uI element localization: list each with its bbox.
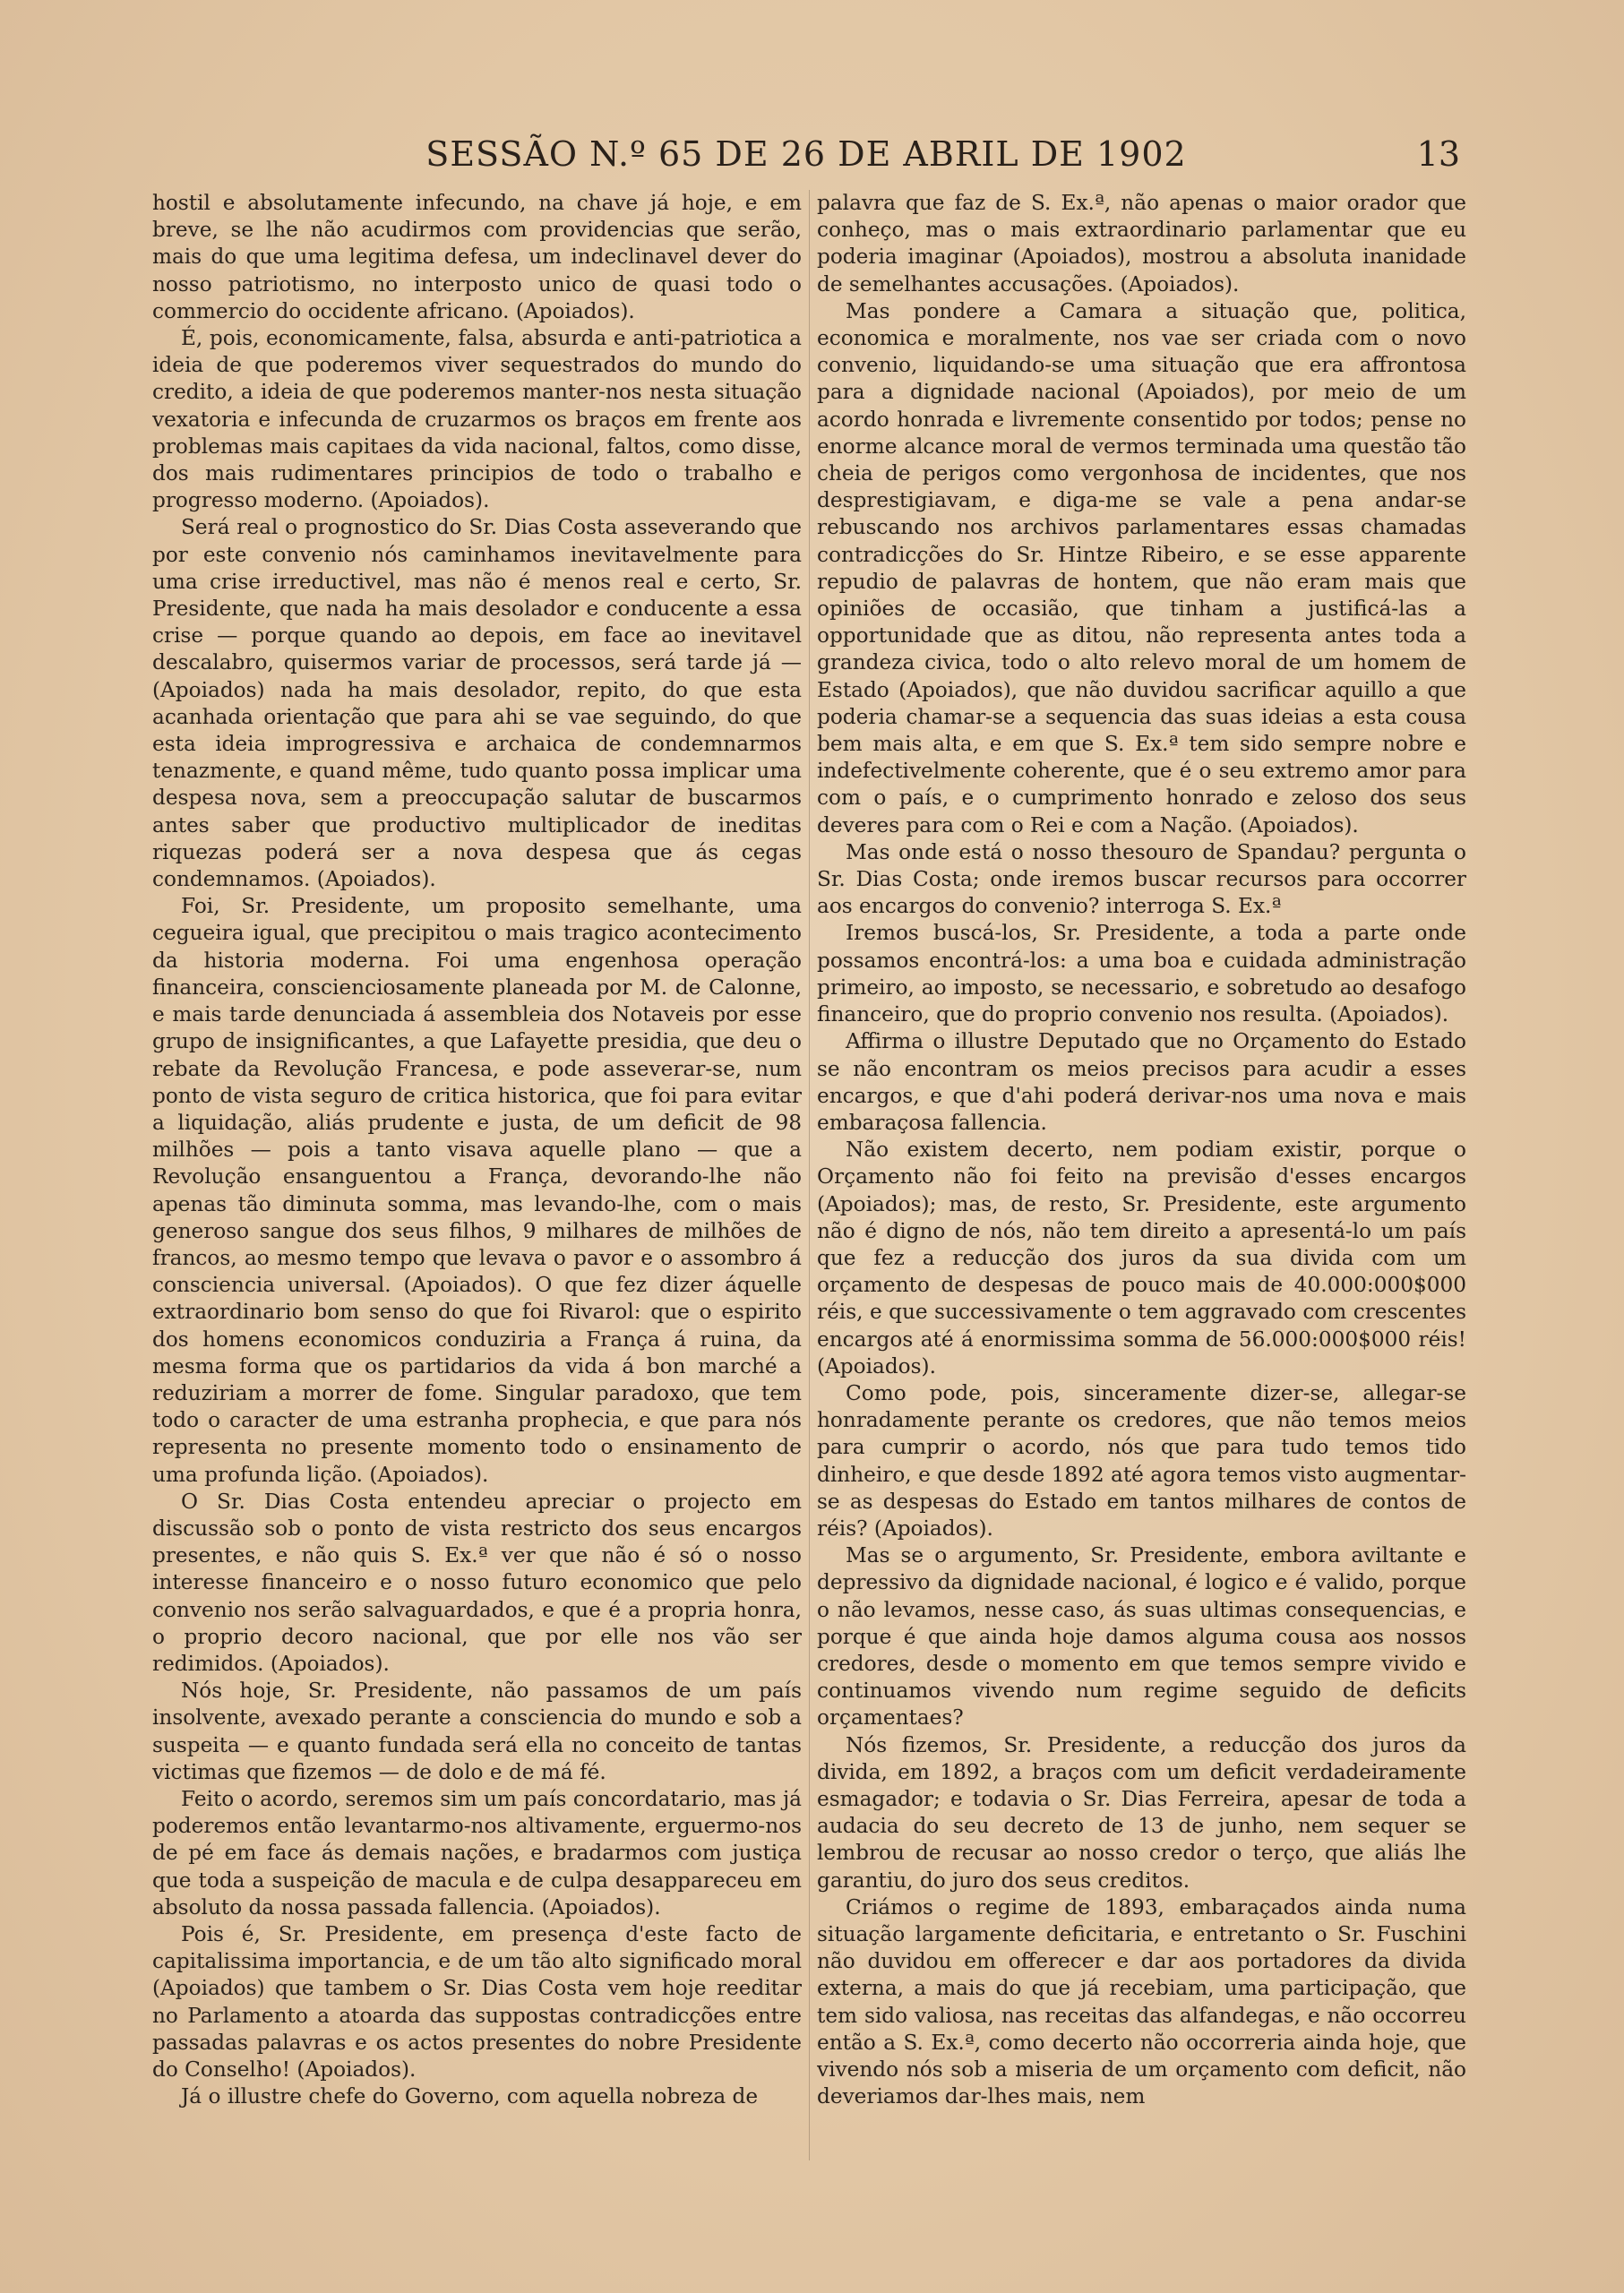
paragraph: Nós hoje, Sr. Presidente, não passamos de um país insolvente, avexado perante a consciencia do mundo e sob a suspeita — e quanto fundada será ella no conceito de tantas victimas que fizemos — de dolo e de má fé. bbox=[152, 1679, 802, 1784]
paragraph: palavra que faz de S. Ex.ª, não apenas o maior orador que conheço, mas o mais extraordinario parlamentar que eu poderia imaginar (Apoiados), mostrou a absoluta inanidade de semelhantes accusações. (Apoiados). bbox=[817, 191, 1466, 296]
right-column bbox=[817, 190, 1466, 2160]
paragraph: Affirma o illustre Deputado que no Orçamento do Estado se não encontram os meios precisos para acudir a esses encargos, e que d'ahi poderá derivar-nos uma nova e mais embaraçosa fallencia. bbox=[817, 1029, 1466, 1135]
paragraph: Não existem decerto, nem podiam existir, porque o Orçamento não foi feito na previsão d'esses encargos (Apoiados); mas, de resto, Sr. Presidente, este argumento não é digno de nós, não tem direito a apresentá-lo um país que fez a reducção dos juros da sua divida com um orçamento de despesas de pouco mais de 40.000:000$000 réis, e que successivamente o tem aggravado com crescentes encargos até á enormissima somma de 56.000:000$000 réis! (Apoiados). bbox=[817, 1138, 1466, 1378]
paragraph: Como pode, pois, sinceramente dizer-se, allegar-se honradamente perante os credores, que não temos meios para cumprir o acordo, nós que para tudo temos tido dinheiro, e que desde 1892 até agora temos visto augmentar-se as despesas do Estado em tantos milhares de contos de réis? (Apoiados). bbox=[817, 1380, 1466, 1541]
left-column bbox=[152, 190, 802, 2160]
paragraph: Mas onde está o nosso thesouro de Spandau? pergunta o Sr. Dias Costa; onde iremos buscar recursos para occorrer aos encargos do convenio? interroga S. Ex.ª bbox=[817, 839, 1466, 919]
page-number: 13 bbox=[1416, 134, 1460, 174]
paragraph: Iremos buscá-los, Sr. Presidente, a toda a parte onde possamos encontrá-los: a uma boa e cuidada administração primeiro, ao imposto, se necessario, e sobretudo ao desafogo financeiro, que do proprio convenio nos resulta. (Apoiados). bbox=[817, 921, 1466, 1027]
paragraph: Nós fizemos, Sr. Presidente, a reducção dos juros da divida, em 1892, a braços com um deficit verdadeiramente esmagador; e todavia o Sr. Dias Ferreira, apesar de toda a audacia do seu decreto de 13 de junho, nem sequer se lembrou de recusar ao nosso credor o terço, que aliás lhe garantiu, do juro dos seus creditos. bbox=[817, 1732, 1466, 1893]
paragraph: Mas se o argumento, Sr. Presidente, embora aviltante e depressivo da dignidade nacional, é logico e é valido, porque o não levamos, nesse caso, ás suas ultimas consequencias, e porque é que ainda hoje damos alguma cousa aos nossos credores, desde o momento em que temos sempre vivido e continuamos vivendo num regime seguido de deficits orçamentaes? bbox=[817, 1543, 1466, 1730]
page-header bbox=[152, 134, 1460, 188]
paragraph: Será real o prognostico do Sr. Dias Costa asseverando que por este convenio nós caminhamos inevitavelmente para uma crise irreductivel, mas não é menos real e certo, Sr. Presidente, que nada ha mais desolador e conducente a essa crise — porque quando ao depois, em face ao inevitavel descalabro, quisermos variar de processos, será tarde já — (Apoiados) nada ha mais desolador, repito, do que esta acanhada orientação que para ahi se vae seguindo, do que esta ideia improgressiva e archaica de condemnarmos tenazmente, e quand même, tudo quanto possa implicar uma despesa nova, sem a preoccupação salutar de buscarmos antes saber que productivo multiplicador de ineditas riquezas poderá ser a nova despesa que ás cegas condemnamos. (Apoiados). bbox=[152, 515, 802, 892]
paragraph: Pois é, Sr. Presidente, em presença d'este facto de capitalissima importancia, e de um tão alto significado moral (Apoiados) que tambem o Sr. Dias Costa vem hoje reeditar no Parlamento a atoarda das suppostas contradicções entre passadas palavras e os actos presentes do nobre Presidente do Conselho! (Apoiados). bbox=[152, 1922, 802, 2083]
paragraph: É, pois, economicamente, falsa, absurda e anti-patriotica a ideia de que poderemos viver sequestrados do mundo do credito, a ideia de que poderemos manter-nos nesta situação vexatoria e infecunda de cruzarmos os braços em frente aos problemas mais capitaes da vida nacional, faltos, como disse, dos mais rudimentares principios de todo o trabalho e progresso moderno. (Apoiados). bbox=[152, 326, 802, 513]
paragraph: O Sr. Dias Costa entendeu apreciar o projecto em discussão sob o ponto de vista restricto dos seus encargos presentes, e não quis S. Ex.ª ver que não é só o nosso interesse financeiro e o nosso futuro economico que pelo convenio nos serão salvaguardados, e que é a propria honra, o proprio decoro nacional, que por elle nos vão ser redimidos. (Apoiados). bbox=[152, 1489, 802, 1676]
paragraph: Criámos o regime de 1893, embaraçados ainda numa situação largamente deficitaria, e entretanto o Sr. Fuschini não duvidou em offerecer e dar aos portadores da divida externa, a mais do que já recebiam, uma participação, que tem sido valiosa, nas receitas das alfandegas, e não occorreu então a S. Ex.ª, como decerto não occorreria ainda hoje, que vivendo nós sob a miseria de um orçamento com deficit, não deveriamos dar-lhes mais, nem bbox=[817, 1894, 1466, 2109]
paragraph: Mas pondere a Camara a situação que, politica, economica e moralmente, nos vae ser criada com o novo convenio, liquidando-se uma situação que era affrontosa para a dignidade nacional (Apoiados), por meio de um acordo honrada e livremente consentido por todos; pense no enorme alcance moral de vermos terminada uma questão tão cheia de perigos como vergonhosa de incidentes, que nos desprestigiavam, e diga-me se vale a pena andar-se rebuscando nos archivos parlamentares essas chamadas contradicções do Sr. Hintze Ribeiro, e se esse apparente repudio de palavras de hontem, que não eram mais que opiniões de occasião, que tinham a justificá-las a opportunidade que as ditou, não representa antes toda a grandeza civica, todo o alto relevo moral de um homem de Estado (Apoiados), que não duvidou sacrificar aquillo a que poderia chamar-se a sequencia das suas ideias a esta cousa bem mais alta, e em que S. Ex.ª tem sido sempre nobre e indefectivelmente coherente, que é o seu extremo amor para com o país, e o cumprimento honrado e zeloso dos seus deveres para com o Rei e com a Nação. (Apoiados). bbox=[817, 298, 1466, 837]
paragraph: Foi, Sr. Presidente, um proposito semelhante, uma cegueira igual, que precipitou o mais tragico acontecimento da historia moderna. Foi uma engenhosa operação financeira, conscienciosamente planeada por M. de Calonne, e mais tarde denunciada á assembleia dos Notaveis por esse grupo de insignificantes, a que Lafayette presidia, que deu o rebate da Revolução Francesa, e pode asseverar-se, num ponto de vista seguro de critica historica, que foi para evitar a liquidação, aliás prudente e justa, de um deficit de 98 milhões — pois a tanto visava aquelle plano — que a Revolução ensanguentou a França, devorando-lhe não apenas tão diminuta somma, mas levando-lhe, com o mais generoso sangue dos seus filhos, 9 milhares de milhões de francos, ao mesmo tempo que levava o pavor e o assombro á consciencia universal. (Apoiados). O que fez dizer áquelle extraordinario bom senso do que foi Rivarol: que o espirito dos homens economicos conduziria a França á ruina, da mesma forma que os partidarios da vida á bon marché a reduziriam a morrer de fome. Singular paradoxo, que tem todo o caracter de uma estranha prophecia, e que para nós representa no presente momento todo o ensinamento de uma profunda lição. (Apoiados). bbox=[152, 894, 802, 1487]
paragraph: Já o illustre chefe do Governo, com aquella nobreza de bbox=[181, 2084, 759, 2109]
paragraph: Feito o acordo, seremos sim um país concordatario, mas já poderemos então levantarmo-nos altivamente, erguermo-nos de pé em face ás demais nações, e bradarmos com justiça que toda a suspeição de macula e de culpa desappareceu em absoluto da nossa passada fallencia. (Apoiados). bbox=[152, 1786, 802, 1919]
session-title: SESSÃO N.º 65 DE 26 DE ABRIL DE 1902 bbox=[425, 134, 1187, 174]
column-divider bbox=[809, 190, 810, 2160]
paragraph: hostil e absolutamente infecundo, na chave já hoje, e em breve, se lhe não acudirmos com providencias que serão, mais do que uma legitima defesa, um indeclinavel dever do nosso patriotismo, no interposto unico de quasi todo o commercio do occidente africano. (Apoiados). bbox=[152, 191, 802, 323]
